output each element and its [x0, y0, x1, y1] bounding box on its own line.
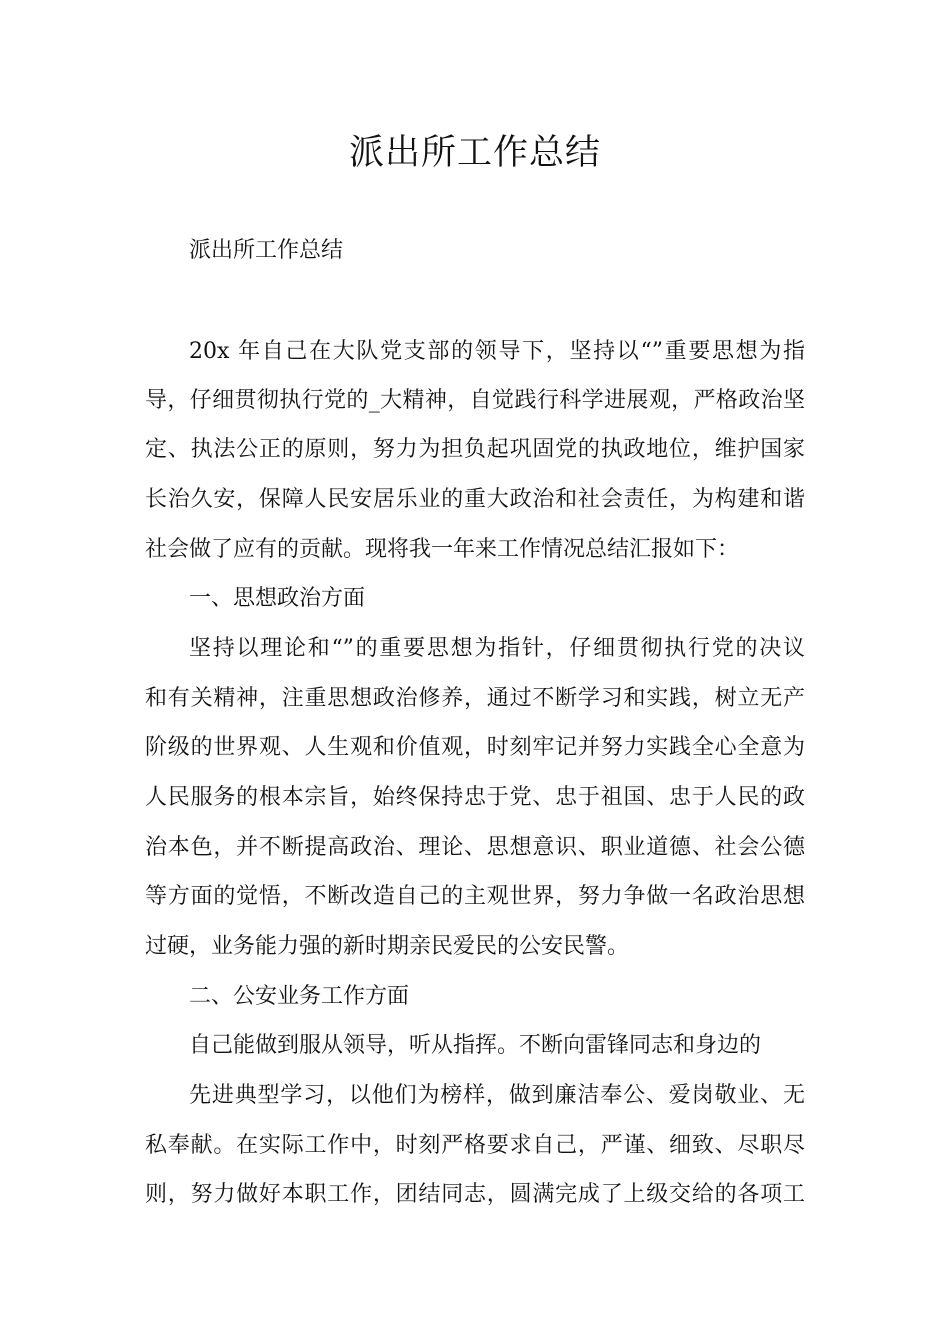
paragraph-line: 治本色，并不断提高政治、理论、思想意识、职业道德、社会公德 [145, 835, 805, 860]
document-title: 派出所工作总结 [348, 133, 601, 173]
paragraph-line: 阶级的世界观、人生观和价值观，时刻牢记并努力实践全心全意为 [145, 735, 805, 760]
paragraph-line: 自己能做到服从领导，听从指挥。不断向雷锋同志和身边的 [189, 1033, 762, 1058]
paragraph-line: 私奉献。在实际工作中，时刻严格要求自己，严谨、细致、尽职尽 [145, 1133, 805, 1158]
paragraph-line: 社会做了应有的贡献。现将我一年来工作情况总结汇报如下： [145, 537, 740, 562]
paragraph-line: 和有关精神，注重思想政治修养，通过不断学习和实践，树立无产 [145, 686, 805, 711]
paragraph-line: 坚持以理论和“”的重要思想为指针，仔细贯彻执行党的决议 [189, 636, 805, 661]
paragraph-line: 人民服务的根本宗旨，始终保持忠于党、忠于祖国、忠于人民的政 [145, 785, 805, 810]
paragraph-line: 定、执法公正的原则，努力为担负起巩固党的执政地位，维护国家 [145, 437, 805, 462]
section-heading: 一、思想政治方面 [189, 586, 366, 611]
paragraph-line: 导，仔细贯彻执行党的_大精神，自觉践行科学进展观，严格政治坚 [145, 388, 805, 413]
paragraph-line: 先进典型学习，以他们为榜样，做到廉洁奉公、爱岗敬业、无 [189, 1083, 805, 1108]
section-heading: 二、公安业务工作方面 [189, 984, 410, 1009]
document-subtitle: 派出所工作总结 [189, 238, 344, 263]
paragraph-line: 则，努力做好本职工作，团结同志，圆满完成了上级交给的各项工 [145, 1182, 805, 1207]
paragraph-line: 过硬，业务能力强的新时期亲民爱民的公安民警。 [145, 934, 630, 959]
paragraph-line: 20x 年自己在大队党支部的领导下，坚持以“”重要思想为指 [189, 339, 805, 364]
paragraph-line: 等方面的觉悟，不断改造自己的主观世界，努力争做一名政治思想 [145, 884, 805, 909]
paragraph-line: 长治久安，保障人民安居乐业的重大政治和社会责任，为构建和谐 [145, 487, 805, 512]
